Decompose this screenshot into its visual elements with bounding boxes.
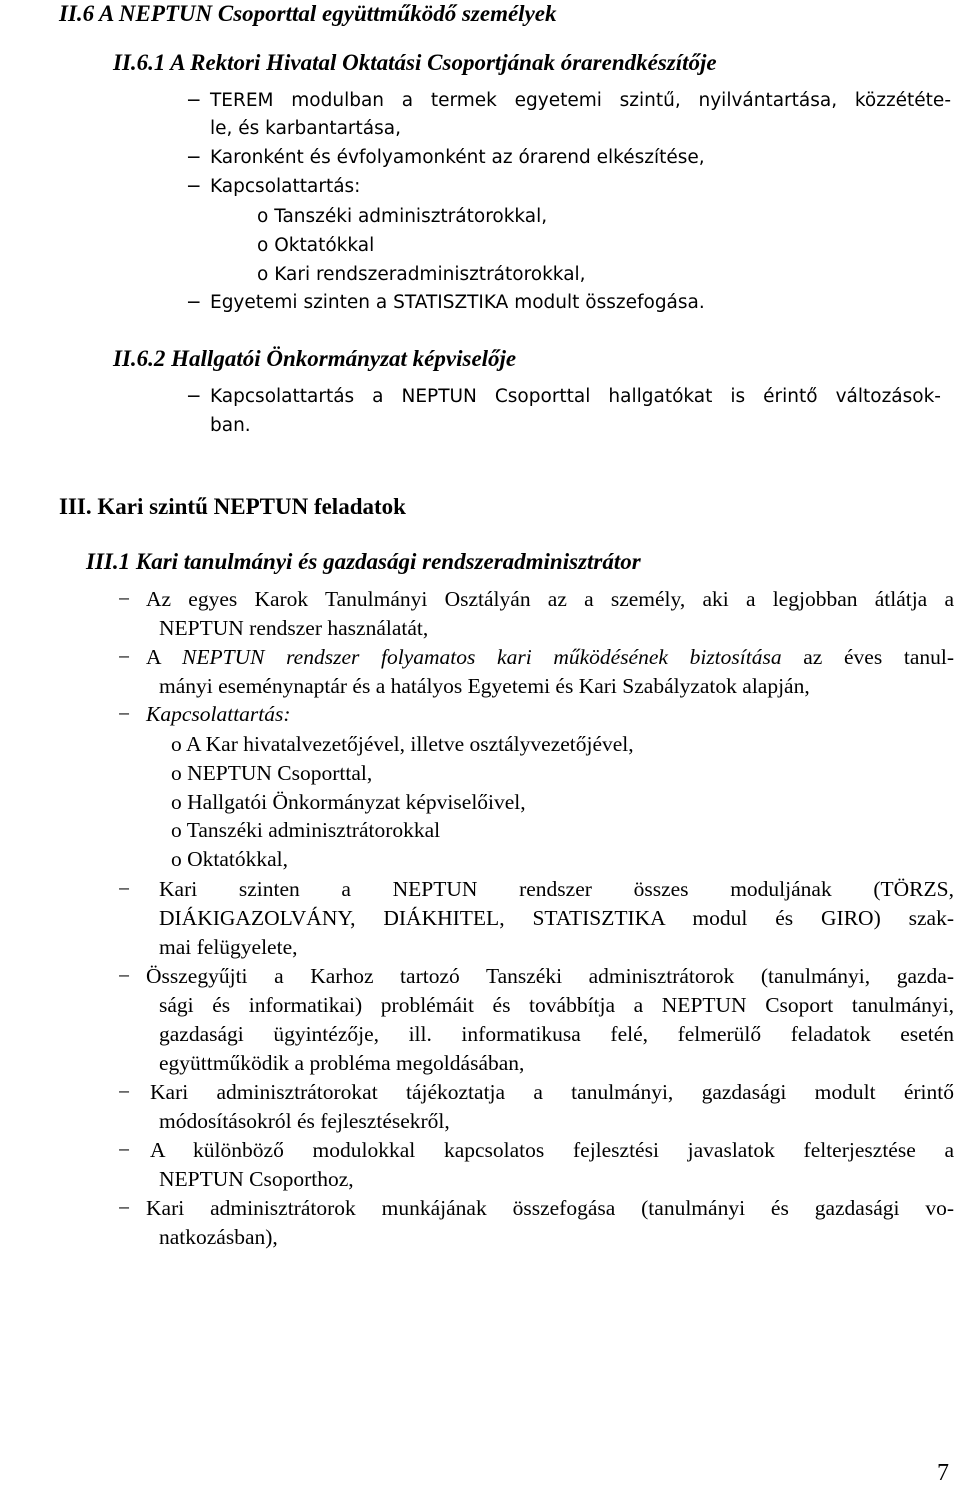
list-item: Kari adminisztrátorokat tájékoztatja a tanulmányi, gazdasági modult érintő: [150, 1080, 954, 1104]
list-item-cont: gazdasági ügyintézője, ill. informatikusa felé, felmerülő feladatok esetén: [159, 1022, 954, 1046]
bullet-dash: −: [118, 964, 131, 988]
list-item-emphasis: NEPTUN rendszer folyamatos kari működésének biztosítása: [182, 645, 782, 669]
list-item-cont: natkozásban),: [159, 1225, 278, 1249]
sub-list-item: o Oktatókkal: [257, 235, 375, 256]
list-item: Kari adminisztrátorok munkájának összefogása (tanulmányi és gazdasági vo-: [146, 1196, 954, 1220]
sub-list-item: o Kari rendszeradminisztrátorokkal,: [257, 264, 586, 285]
sub-list-item: o A Kar hivatalvezetőjével, illetve osztályvezetőjével,: [171, 732, 634, 756]
sub-list-item: o Tanszéki adminisztrátorokkal: [171, 818, 441, 842]
sub-list-item: o Tanszéki adminisztrátorokkal,: [257, 206, 548, 227]
list-item: Kapcsolattartás:: [210, 176, 361, 197]
bullet-dash: −: [118, 877, 131, 901]
list-item-cont: módosításokról és fejlesztésekről,: [159, 1109, 450, 1133]
list-item: [146, 645, 954, 670]
list-item: Kapcsolattartás:: [146, 702, 291, 726]
sub-list-item: o NEPTUN Csoporttal,: [171, 761, 373, 785]
bullet-dash: −: [118, 702, 131, 726]
section-heading-II61: II.6.1 A Rektori Hivatal Oktatási Csoportjának órarendkészítője: [113, 50, 717, 75]
bullet-dash: −: [118, 1138, 131, 1162]
list-item-cont: együttműködik a probléma megoldásában,: [159, 1051, 525, 1075]
list-item-cont: sági és informatikai) problémáit és továbbítja a NEPTUN Csoport tanulmányi,: [159, 993, 954, 1017]
bullet-dash: −: [118, 1080, 131, 1104]
list-item-cont: NEPTUN Csoporthoz,: [159, 1167, 354, 1191]
bullet-dash: −: [118, 1196, 131, 1220]
list-item-cont: DIÁKIGAZOLVÁNY, DIÁKHITEL, STATISZTIKA modul és GIRO) szak-: [159, 906, 954, 930]
bullet-dash: −: [186, 147, 202, 168]
list-item: Összegyűjti a Karhoz tartozó Tanszéki adminisztrátorok (tanulmányi, gazda-: [146, 964, 954, 988]
list-item-prefix: A: [146, 645, 161, 669]
section-heading-II6: II.6 A NEPTUN Csoporttal együttműködő személyek: [59, 1, 557, 26]
page-number: 7: [937, 1460, 949, 1486]
list-item: Kari szinten a NEPTUN rendszer összes moduljának (TÖRZS,: [159, 877, 954, 901]
list-item-cont: mai felügyelete,: [159, 935, 298, 959]
list-item: Karonként és évfolyamonként az órarend elkészítése,: [210, 147, 705, 168]
section-heading-III1: [86, 549, 641, 575]
section-heading-III1-number: III.1: [86, 549, 131, 574]
sub-list-item: o Oktatókkal,: [171, 847, 289, 871]
list-item-suffix: az éves tanul-: [803, 645, 955, 669]
bullet-dash: −: [118, 587, 131, 611]
bullet-dash: −: [186, 386, 202, 407]
list-item-cont: ban.: [210, 415, 251, 436]
section-heading-III1-text: Kari tanulmányi és gazdasági rendszeradminisztrátor: [135, 549, 641, 574]
list-item: A különböző modulokkal kapcsolatos fejlesztési javaslatok felterjesztése a: [150, 1138, 954, 1162]
sub-list-item: o Hallgatói Önkormányzat képviselőivel,: [171, 790, 526, 814]
list-item-cont: le, és karbantartása,: [210, 118, 401, 139]
section-heading-II62: II.6.2 Hallgatói Önkormányzat képviselője: [113, 346, 517, 371]
list-item: Kapcsolattartás a NEPTUN Csoporttal hallgatókat is érintő változások-: [210, 386, 941, 407]
list-item-cont: mányi eseménynaptár és a hatályos Egyetemi és Kari Szabályzatok alapján,: [159, 674, 810, 698]
list-item: TEREM modulban a termek egyetemi szintű, nyilvántartása, közzététe-: [210, 90, 951, 111]
bullet-dash: −: [186, 176, 202, 197]
bullet-dash: −: [186, 90, 202, 111]
list-item: Az egyes Karok Tanulmányi Osztályán az a személy, aki a legjobban átlátja a: [146, 587, 954, 611]
list-item: Egyetemi szinten a STATISZTIKA modult összefogása.: [210, 292, 705, 313]
bullet-dash: −: [118, 645, 131, 669]
list-item-cont: NEPTUN rendszer használatát,: [159, 616, 429, 640]
section-heading-III: III. Kari szintű NEPTUN feladatok: [59, 494, 406, 519]
bullet-dash: −: [186, 292, 202, 313]
